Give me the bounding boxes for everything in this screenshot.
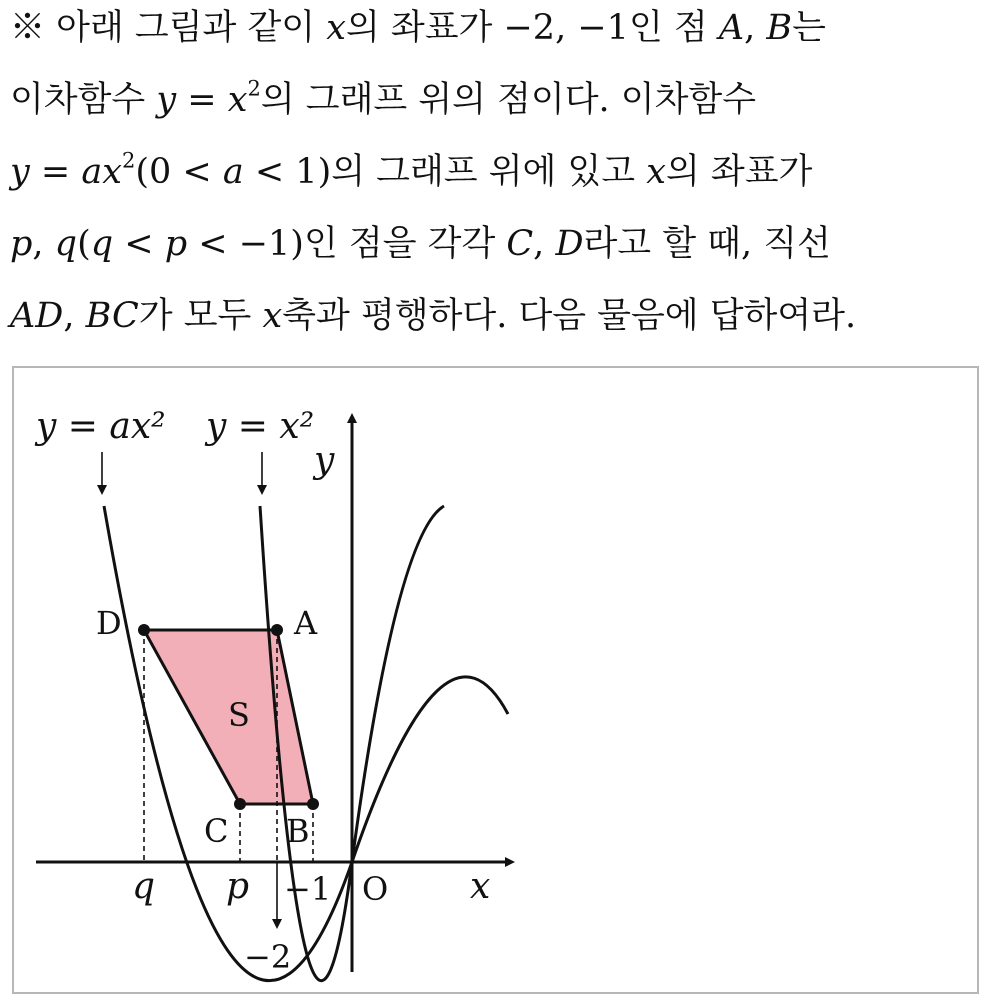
tick-q: q xyxy=(132,866,156,907)
label-b: B xyxy=(286,812,310,850)
point-a xyxy=(271,624,283,636)
label-s: S xyxy=(228,696,250,734)
problem-line-1: ※ 아래 그림과 같이 x의 좌표가 −2, −1인 점 A, B는 xyxy=(10,8,826,48)
reference-mark: ※ xyxy=(10,8,46,48)
problem-text xyxy=(10,0,985,360)
curve-ax2 xyxy=(104,506,508,981)
tick-m1: −1 xyxy=(284,870,332,908)
problem-line-5: AD, BC가 모두 x축과 평행하다. 다음 물음에 답하여라. xyxy=(10,296,857,336)
label-d: D xyxy=(96,604,122,642)
origin-label: O xyxy=(362,870,389,908)
point-b xyxy=(307,798,319,810)
problem-line-4: p, q(q < p < −1)인 점을 각각 C, D라고 할 때, 직선 xyxy=(10,224,831,264)
tick-m2: −2 xyxy=(244,938,292,976)
curve-label-ax2: y = ax² xyxy=(36,406,166,447)
tick-p: p xyxy=(226,866,250,907)
point-c xyxy=(234,798,246,810)
graph-svg xyxy=(14,368,977,992)
y-axis-label: y xyxy=(314,440,335,481)
x-axis-label: x xyxy=(470,866,491,907)
graph-figure xyxy=(12,366,979,994)
label-c: C xyxy=(204,812,229,850)
point-d xyxy=(138,624,150,636)
curve-label-x2: y = x² xyxy=(206,406,315,447)
label-a: A xyxy=(294,604,318,642)
problem-line-2: 이차함수 $y = x^2$의 그래프 위의 점이다. 이차함수 xyxy=(10,76,757,120)
problem-line-3: $y = ax^2(0 < a < 1)$의 그래프 위에 있고 x의 좌표가 xyxy=(10,148,813,192)
